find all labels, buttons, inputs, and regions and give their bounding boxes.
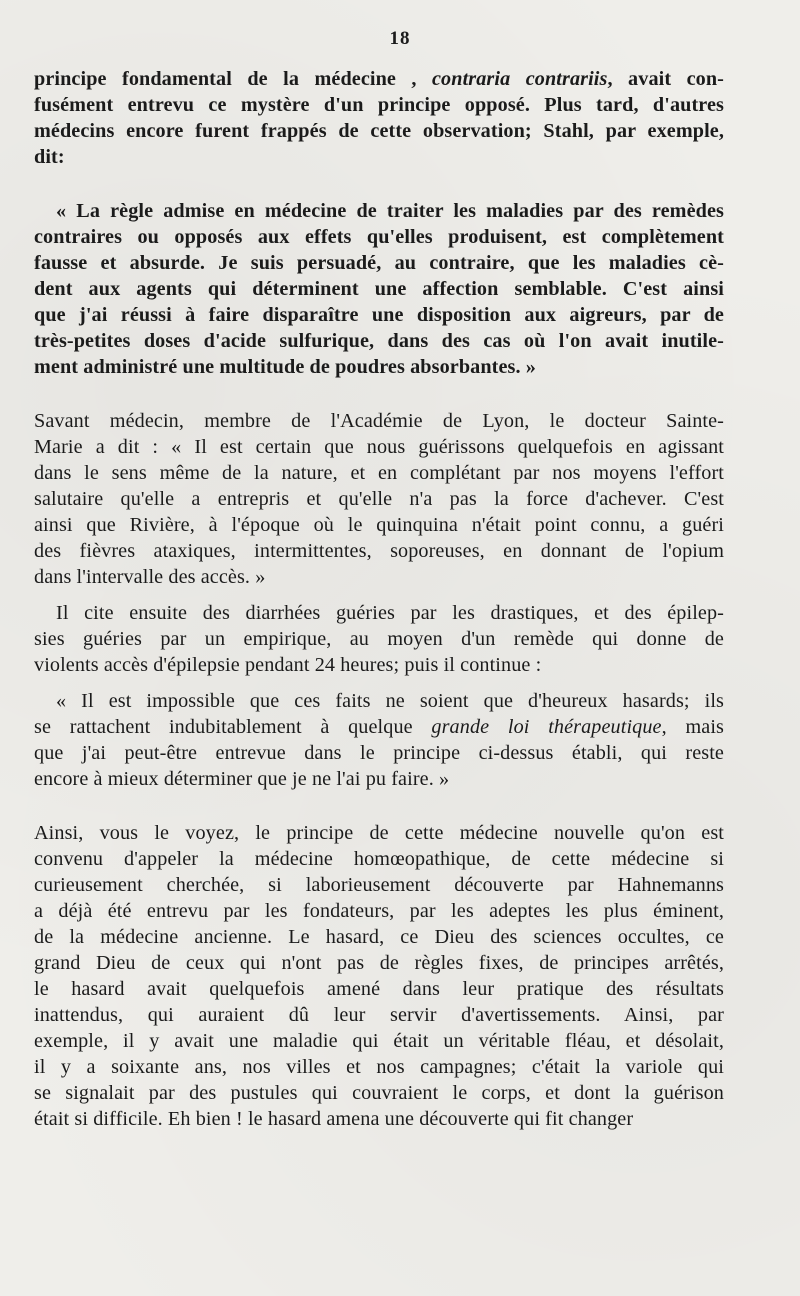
text-segment: que j'ai réussi à faire disparaître une disposition aux aigreurs, par de — [34, 304, 724, 326]
text-line — [34, 224, 724, 250]
text-line — [34, 846, 724, 872]
text-segment: dit: — [34, 146, 65, 168]
text-segment: médecins encore furent frappés de cette observation; Stahl, par exemple, — [34, 120, 724, 142]
text-segment: ment administré une multitude de poudres absorbantes. » — [34, 356, 537, 378]
text-line — [34, 950, 724, 976]
text-segment: « Il est impossible que ces faits ne soient que d'heureux hasards; ils — [56, 690, 724, 712]
text-line — [34, 600, 724, 626]
text-segment: violents accès d'épilepsie pendant 24 heures; puis il continue : — [34, 654, 542, 676]
text-segment: inattendus, qui auraient dû leur servir d'avertissements. Ainsi, par — [34, 1004, 724, 1026]
text-line — [34, 820, 724, 846]
text-line — [34, 740, 724, 766]
text-segment: que j'ai peut-être entrevue dans le principe ci-dessus établi, qui reste — [34, 742, 724, 764]
text-segment: Il cite ensuite des diarrhées guéries par les drastiques, et des épilep- — [56, 602, 724, 624]
text-line — [34, 538, 724, 564]
text-line — [34, 1106, 724, 1132]
text-segment: se rattachent indubitablement à quelque — [34, 716, 432, 738]
text-line — [34, 652, 724, 678]
text-segment: très-petites doses d'acide sulfurique, dans des cas où l'on avait inutile- — [34, 330, 724, 352]
text-line — [34, 512, 724, 538]
text-segment: était si difficile. Eh bien ! le hasard amena une découverte qui fit changer — [34, 1108, 634, 1130]
text-segment: fausse et absurde. Je suis persuadé, au contraire, que les maladies cè- — [34, 252, 724, 274]
text-segment: contraires ou opposés aux effets qu'elles produisent, est complètement — [34, 226, 724, 248]
text-line — [34, 434, 724, 460]
text-line — [34, 1028, 724, 1054]
text-segment: salutaire qu'elle a entrepris et qu'elle n'a pas la force d'achever. C'est — [34, 488, 724, 510]
text-line — [34, 276, 724, 302]
text-segment: exemple, il y avait une maladie qui était un véritable fléau, et désolait, — [34, 1030, 724, 1052]
paragraph — [34, 820, 724, 1132]
paragraph — [34, 408, 724, 590]
text-line — [34, 118, 724, 144]
text-segment: grand Dieu de ceux qui n'ont pas de règles fixes, de principes arrêtés, — [34, 952, 724, 974]
text-line — [34, 486, 724, 512]
text-segment: se signalait par des pustules qui couvraient le corps, et dont la guérison — [34, 1082, 724, 1104]
text-line — [34, 354, 724, 380]
text-segment: principe fondamental de la médecine , — [34, 68, 432, 90]
italic-phrase: grande loi thérapeutique — [431, 716, 662, 738]
text-segment: des fièvres ataxiques, intermittentes, soporeuses, en donnant de l'opium — [34, 540, 724, 562]
text-line — [34, 898, 724, 924]
text-line — [34, 1054, 724, 1080]
text-line — [34, 92, 724, 118]
paragraph — [34, 198, 724, 380]
page-number: 18 — [389, 28, 411, 49]
text-segment: « La règle admise en médecine de traiter les maladies par des remèdes — [56, 200, 724, 222]
text-segment: il y a soixante ans, nos villes et nos campagnes; c'était la variole qui — [34, 1056, 724, 1078]
text-line — [34, 408, 724, 434]
text-segment: dent aux agents qui déterminent une affection semblable. C'est ainsi — [34, 278, 724, 300]
text-segment: curieusement cherchée, si laborieusement découverte par Hahnemanns — [34, 874, 724, 896]
paragraph — [34, 66, 724, 170]
text-segment: dans le sens même de la nature, et en complétant par nos moyens l'effort — [34, 462, 724, 484]
italic-phrase: contraria contrariis — [431, 68, 608, 90]
text-segment: encore à mieux déterminer que je ne l'ai pu faire. » — [34, 768, 450, 790]
paragraph — [34, 688, 724, 792]
text-segment: le hasard avait quelquefois amené dans leur pratique des résultats — [34, 978, 724, 1000]
text-line — [34, 872, 724, 898]
text-line — [34, 1002, 724, 1028]
text-segment: , mais — [661, 716, 724, 738]
text-line — [34, 198, 724, 224]
text-segment: Ainsi, vous le voyez, le principe de cette médecine nouvelle qu'on est — [34, 822, 724, 844]
text-line — [34, 460, 724, 486]
text-line — [34, 328, 724, 354]
text-segment: a déjà été entrevu par les fondateurs, par les adeptes les plus éminent, — [34, 900, 724, 922]
paragraph — [34, 600, 724, 678]
text-segment: fusément entrevu ce mystère d'un principe opposé. Plus tard, d'autres — [34, 94, 724, 116]
text-line — [34, 714, 724, 740]
text-line — [34, 250, 724, 276]
text-segment: convenu d'appeler la médecine homœopathique, de cette médecine si — [34, 848, 724, 870]
text-segment: Savant médecin, membre de l'Académie de Lyon, le docteur Sainte- — [34, 410, 724, 432]
text-segment: de la médecine ancienne. Le hasard, ce Dieu des sciences occultes, ce — [34, 926, 724, 948]
text-segment: ainsi que Rivière, à l'époque où le quinquina n'était point connu, a guéri — [34, 514, 724, 536]
text-line — [34, 564, 724, 590]
text-segment: dans l'intervalle des accès. » — [34, 566, 266, 588]
text-line — [34, 66, 724, 92]
page-text — [34, 66, 724, 1132]
text-line — [34, 688, 724, 714]
text-line — [34, 626, 724, 652]
text-segment: , avait con- — [607, 68, 724, 90]
text-line — [34, 302, 724, 328]
text-line — [34, 144, 724, 170]
text-line — [34, 1080, 724, 1106]
text-segment: Marie a dit : « Il est certain que nous guérissons quelquefois en agissant — [34, 436, 724, 458]
text-line — [34, 924, 724, 950]
text-line — [34, 766, 724, 792]
text-segment: sies guéries par un empirique, au moyen d'un remède qui donne de — [34, 628, 724, 650]
text-line — [34, 976, 724, 1002]
